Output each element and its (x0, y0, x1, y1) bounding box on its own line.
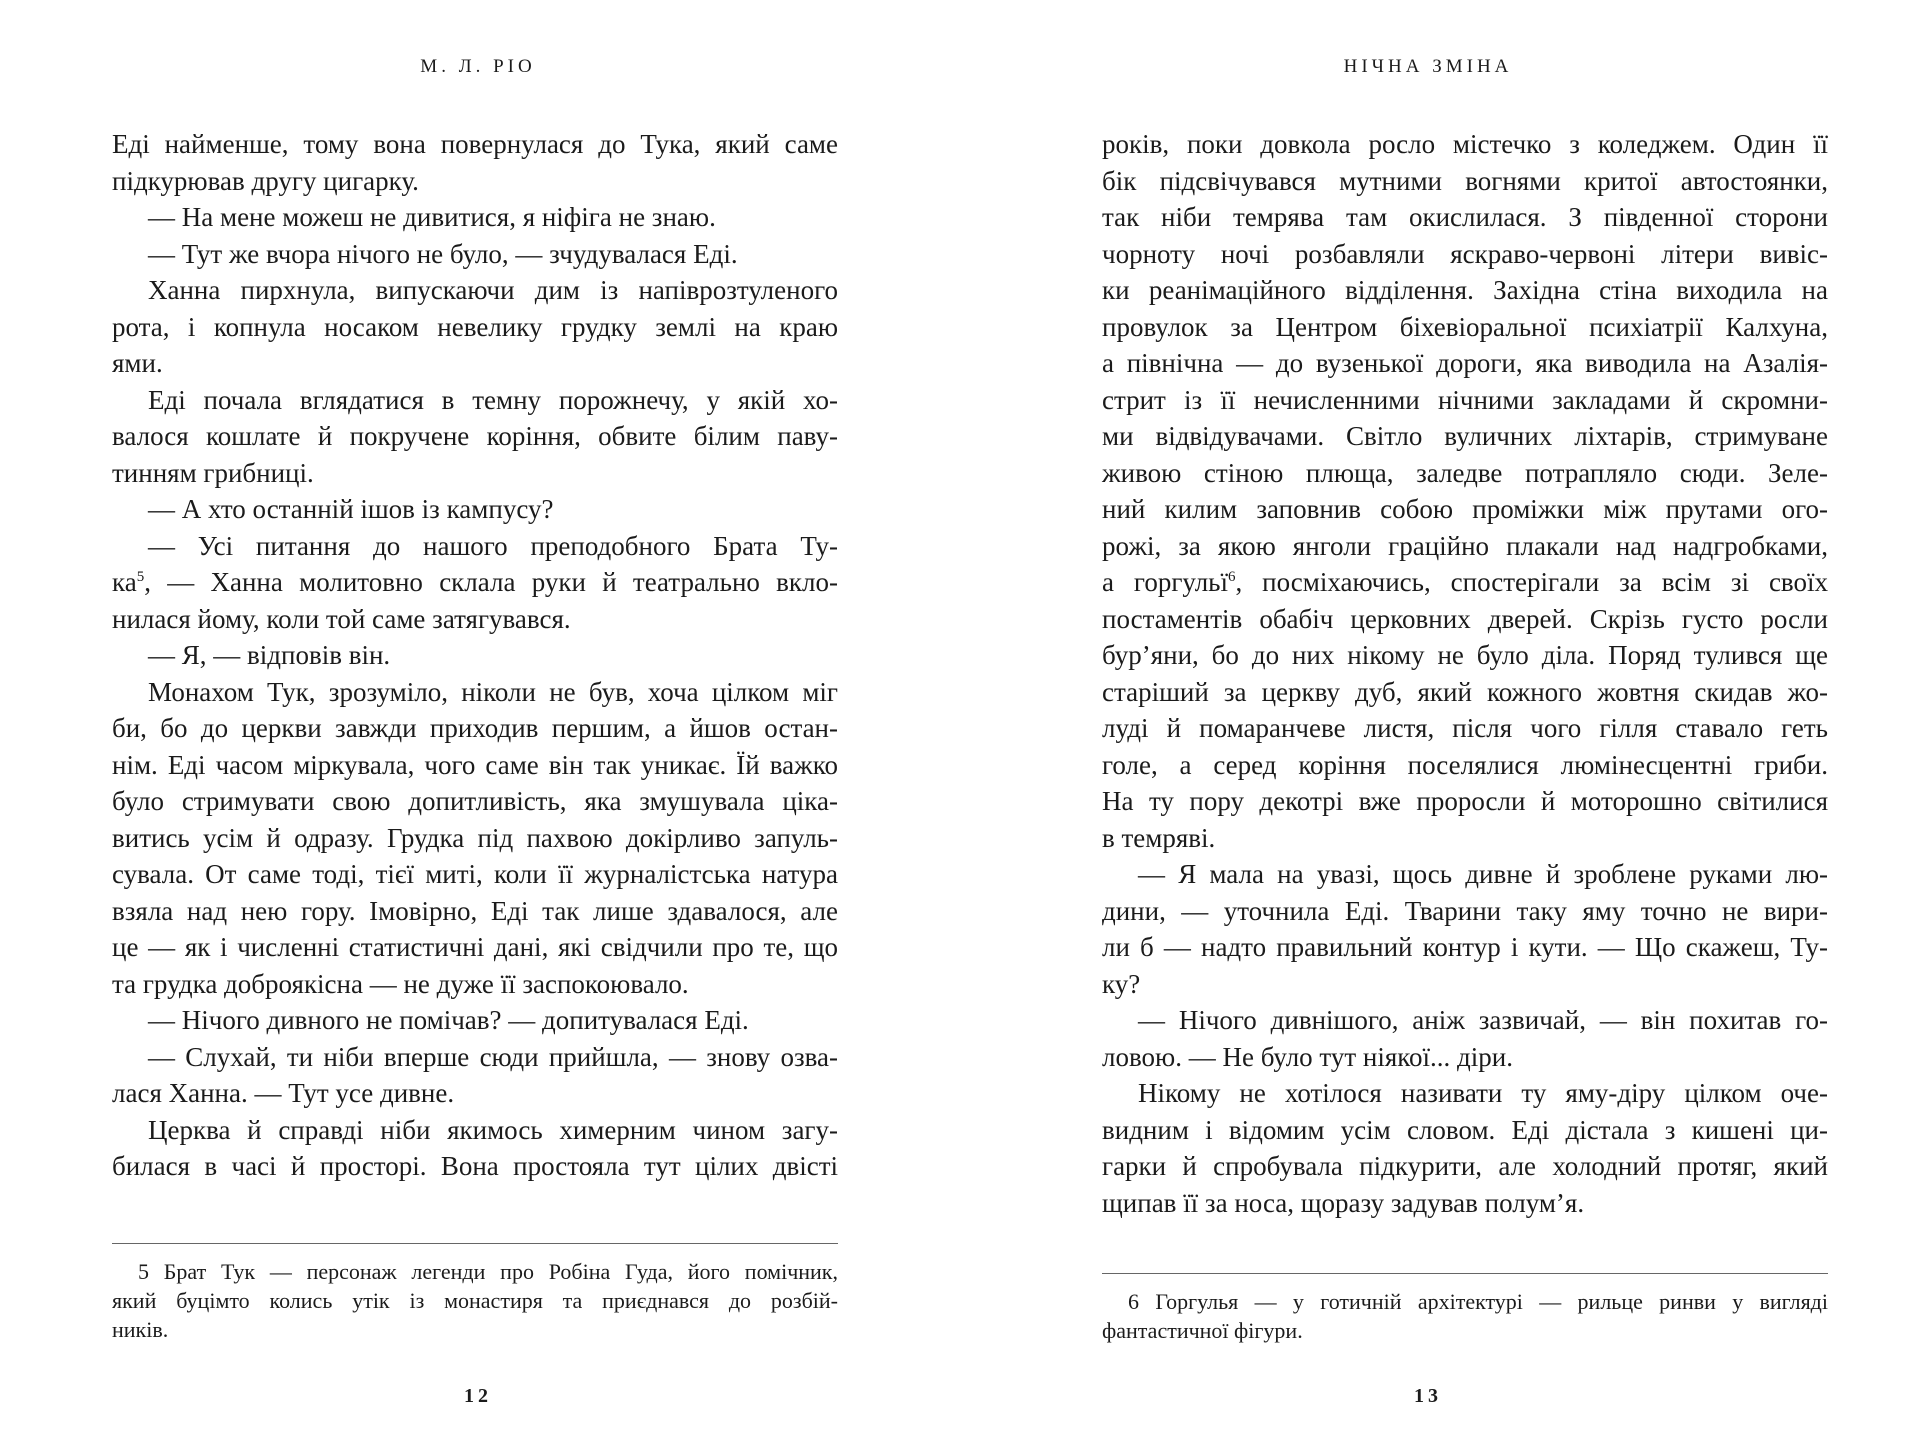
right-page (960, 0, 1920, 1440)
text-line: це — як і численні статистичні дані, які свідчили про те, що (112, 932, 838, 962)
page-number: 12 (464, 1385, 492, 1407)
text-line: — Тут же вчора нічого не було, — зчудувалася Еді. (148, 238, 738, 269)
text-line: билася в часі й просторі. Вона простояла тут цілих двісті (112, 1151, 838, 1181)
text-line: гарки й спробувала підкурити, але холодний протяг, який (1102, 1151, 1828, 1181)
text-line: Церква й справді ніби якимось химерним чином загу- (148, 1114, 838, 1145)
text-line: бур’яни, бо до них нікому не було діла. Поряд тулився ще (1102, 640, 1828, 670)
running-head-title: НІЧНА ЗМІНА (1343, 56, 1513, 77)
text-line: провулок за Центром біхевіоральної психіатрії Калхуна, (1102, 311, 1828, 342)
text-line: — Я, — відповів він. (148, 640, 391, 670)
text-line: стрит із її нечисленними нічними закладами й скромни- (1102, 384, 1828, 415)
text-line: чорноту ночі розбавляли яскраво-червоні літери вивіс- (1102, 238, 1828, 269)
text-line: а горгульї$^6$, посміхаючись, спостерігали за всім зі своїх (1102, 567, 1828, 597)
text-line: Еді почала вглядатися в темну порожнечу, у якій хо- (148, 384, 838, 415)
text-line: взяла над нею гору. Імовірно, Еді так лише здавалося, але (112, 895, 838, 926)
text-line: тинням грибниці. (112, 457, 314, 488)
text-line: нім. Еді часом міркувала, чого саме він так уникає. Їй важко (112, 749, 838, 780)
text-line: $ка^5$, — Ханна молитовно склала руки й театрально вкло- (112, 567, 838, 597)
footnote-divider (1102, 1273, 1828, 1274)
text-line: років, поки довкола росло містечко з коледжем. Один її (1102, 129, 1828, 159)
text-line: На ту пору декотрі вже проросли й моторошно світилися (1102, 786, 1828, 816)
text-line: щипав її за носа, щоразу задував полум’я. (1102, 1187, 1585, 1218)
text-line: ний килим заповнив собою проміжки між прутами ого- (1102, 494, 1828, 524)
footnote-marker[interactable]: 5 (136, 569, 145, 585)
running-head-author: М. Л. РІО (420, 56, 536, 77)
text-line: луді й помаранчеве листя, після чого гілля ставало геть (1102, 713, 1828, 743)
footnote-divider (112, 1243, 838, 1244)
text-line: витись усім й одразу. Грудка під пахвою докірливо запуль- (112, 822, 838, 853)
text-line: ки реанімаційного відділення. Західна стіна виходила на (1102, 275, 1828, 305)
footnote-line: який буцімто колись утік із монастиря та приєднався до розбій- (112, 1288, 838, 1313)
footnotes (112, 1257, 838, 1344)
text-line: Нікому не хотілося називати ту яму-діру цілком оче- (1138, 1078, 1828, 1108)
text-line: старіший за церкву дуб, який кожного жовтня скидав жо- (1102, 676, 1828, 707)
text-line: сувала. От саме тоді, тієї миті, коли її журналістська натура (112, 859, 838, 889)
footnote-line: 6 Горгулья — у готичній архітектурі — рильце ринви у вигляді (1128, 1289, 1828, 1314)
text-line: Ханна пирхнула, випускаючи дим із напіврозтуленого (148, 275, 838, 305)
body-text (1102, 126, 1828, 1221)
text-line: Еді найменше, тому вона повернулася до Тука, який саме (112, 129, 838, 159)
text-line: рота, і копнула носаком невелику грудку землі на краю (112, 311, 838, 342)
footnote-marker[interactable]: 6 (1228, 569, 1236, 585)
text-line: — На мене можеш не дивитися, я ніфіга не знаю. (148, 202, 716, 232)
text-line: ку? (1102, 968, 1141, 999)
text-line: нилася йому, коли той саме затягувався. (112, 603, 571, 634)
text-line: — Нічого дивного не помічав? — допитувалася Еді. (148, 1005, 749, 1035)
footnote-line: 5 Брат Тук — персонаж легенди про Робіна Гуда, його помічник, (138, 1259, 838, 1284)
text-line: — А хто останній ішов із кампусу? (148, 494, 554, 524)
text-line: ловою. — Не було тут ніякої... діри. (1102, 1041, 1513, 1072)
text-line: видним і відомим усім словом. Еді дістала з кишені ци- (1102, 1114, 1828, 1145)
text-line: підкурював другу цигарку. (112, 165, 419, 196)
text-line: би, бо до церкви завжди приходив першим, а йшов остан- (112, 713, 838, 743)
text-line: та грудка доброякісна — не дуже її заспокоювало. (112, 968, 689, 999)
text-line: ями. (112, 348, 163, 378)
text-line: — Я мала на увазі, щось дивне й зроблене руками лю- (1138, 859, 1828, 889)
text-line: ми відвідувачами. Світло вуличних ліхтарів, стримуване (1102, 421, 1828, 451)
text-line: живою стіною плюща, заледве потрапляло сюди. Зеле- (1102, 457, 1828, 488)
page-number: 13 (1414, 1385, 1442, 1407)
text-line: ли б — надто правильний контур і кути. — Що скажеш, Ту- (1102, 932, 1828, 962)
text-line: валося кошлате й покручене коріння, обвите білим паву- (112, 421, 838, 451)
footnote-line: фантастичної фігури. (1102, 1318, 1303, 1343)
footnote-line: ників. (112, 1317, 169, 1342)
text-line: лася Ханна. — Тут усе дивне. (112, 1078, 455, 1108)
text-line: — Слухай, ти ніби вперше сюди прийшла, — знову озва- (148, 1041, 838, 1072)
text-line: бік підсвічувався мутними вогнями критої автостоянки, (1102, 165, 1828, 196)
text-line: постаментів обабіч церковних дверей. Скрізь густо росли (1102, 603, 1828, 634)
text-line: так ніби темрява там окислилася. З південної сторони (1102, 202, 1828, 232)
text-line: було стримувати свою допитливість, яка змушувала ціка- (112, 786, 838, 816)
text-line: — Нічого дивнішого, аніж зазвичай, — він похитав го- (1138, 1005, 1828, 1035)
text-line: рожі, за якою янголи граційно плакали над надгробками, (1102, 530, 1828, 561)
text-line: дини, — уточнила Еді. Тварини таку яму точно не вири- (1102, 895, 1828, 926)
text-line: в темряві. (1102, 822, 1216, 853)
text-line: Монахом Тук, зрозуміло, ніколи не був, хоча цілком міг (148, 676, 838, 707)
body-text (112, 126, 838, 1185)
text-line: а північна — до вузенької дороги, яка виводила на Азалія- (1102, 348, 1828, 378)
text-line: — Усі питання до нашого преподобного Брата Ту- (148, 530, 838, 561)
text-line: голе, а серед коріння поселялися люмінесцентні гриби. (1102, 749, 1828, 780)
footnotes (1102, 1287, 1828, 1345)
